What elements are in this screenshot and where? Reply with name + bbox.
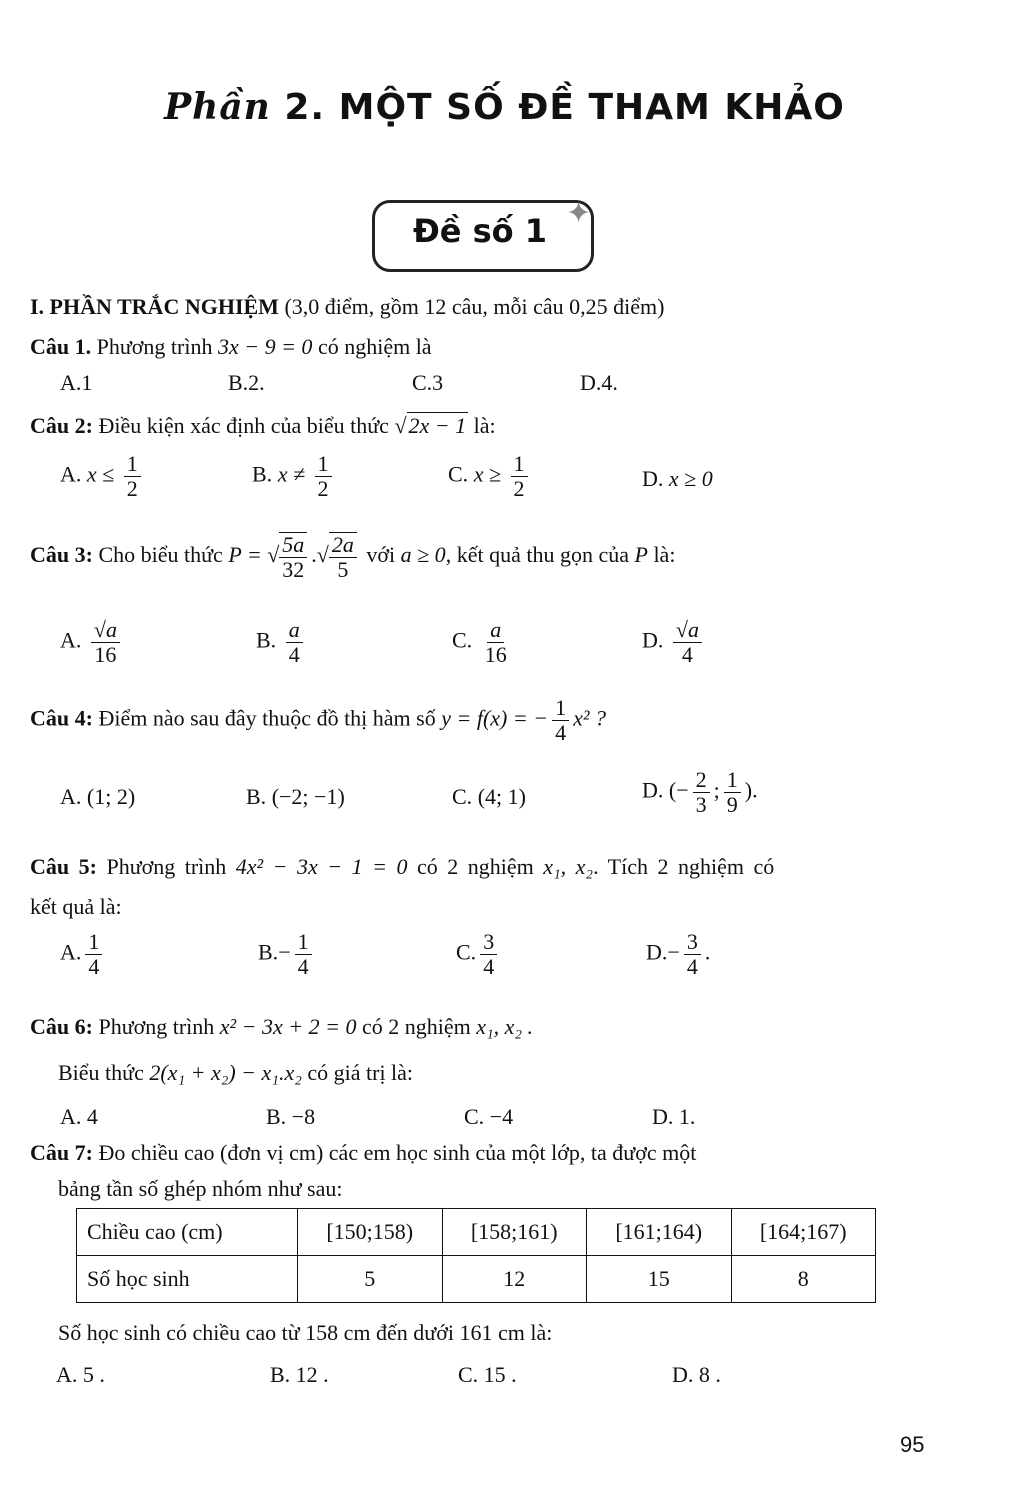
equation: 3x − 9 = 0 <box>217 334 313 359</box>
fraction <box>91 618 120 667</box>
table-row <box>77 1209 876 1256</box>
question-text: . Tích 2 nghiệm có <box>593 854 775 879</box>
question-2 <box>30 412 496 439</box>
question-text: là: <box>473 413 496 438</box>
option-prefix: A. <box>60 939 82 965</box>
option-d: D. 1. <box>652 1104 696 1129</box>
option-prefix: A. <box>60 627 82 653</box>
paren-close: ). <box>744 777 758 803</box>
fraction <box>673 618 702 667</box>
numerator: 2a <box>329 533 357 558</box>
question-5 <box>30 854 774 880</box>
denominator: 16 <box>484 642 507 668</box>
numerator: 1 <box>124 452 141 477</box>
denominator: 4 <box>483 954 495 980</box>
option-a <box>60 618 124 667</box>
option-prefix: C. <box>456 939 477 965</box>
option-b: B.2. <box>228 370 265 395</box>
numerator: 1 <box>85 930 102 955</box>
numerator: a <box>286 618 303 643</box>
option-b <box>246 784 345 810</box>
function: y = f(x) = − <box>441 705 549 731</box>
question-text: Đo chiều cao (đơn vị cm) các em học sinh của một lớp, ta được một <box>98 1140 697 1165</box>
table-cell: [164;167) <box>731 1209 876 1256</box>
fraction <box>480 930 497 979</box>
option-d: D.4. <box>580 370 618 395</box>
option-prefix: D. <box>642 777 664 803</box>
option-d <box>642 618 706 667</box>
numerator: 5a <box>279 533 307 558</box>
option-prefix: B. <box>256 627 277 653</box>
question-1 <box>30 334 432 360</box>
question-7-line-2: bảng tần số ghép nhóm như sau: <box>58 1176 343 1201</box>
table-cell: Chiều cao (cm) <box>77 1209 298 1256</box>
question-text: là: <box>653 542 676 568</box>
question-text: Phương trình <box>106 854 227 879</box>
option-b: B. 12 . <box>270 1362 329 1387</box>
denominator: 4 <box>288 642 300 668</box>
section-label: I. PHẦN TRẮC NGHIỆM <box>30 294 279 319</box>
option-a <box>60 784 135 810</box>
radical-fraction <box>329 532 357 582</box>
numerator: √a <box>91 618 120 643</box>
option-prefix: A. <box>60 461 82 487</box>
table-cell: [158;161) <box>442 1209 587 1256</box>
fraction <box>684 930 701 979</box>
sqrt-sign: √ <box>267 542 280 568</box>
denominator: 2 <box>513 476 525 502</box>
option-c <box>456 930 501 979</box>
question-label: Câu 5: <box>30 854 97 879</box>
question-label: Câu 7: <box>30 1140 93 1165</box>
section-note: (3,0 điểm, gồm 12 câu, mỗi câu 0,25 điểm) <box>284 294 665 319</box>
fraction <box>693 768 710 817</box>
option-c <box>448 452 532 501</box>
denominator: 2 <box>317 476 329 502</box>
option-c: C. −4 <box>464 1104 514 1129</box>
part-title-script: Phần <box>164 86 271 128</box>
numerator: 1 <box>315 452 332 477</box>
question-text: Phương trình <box>98 1014 215 1039</box>
denominator: 5 <box>337 557 349 583</box>
equation: 4x² − 3x − 1 = 0 <box>235 854 408 879</box>
question-label: Câu 2: <box>30 413 93 438</box>
multiply-dot: . <box>311 542 317 568</box>
option-b <box>252 452 336 501</box>
numerator: a <box>487 618 504 643</box>
question-text: Biểu thức <box>58 1060 144 1085</box>
question-label: Câu 1. <box>30 334 92 359</box>
option-d: D. 8 . <box>672 1362 721 1387</box>
option-prefix: B. <box>246 784 267 809</box>
question-label: Câu 6: <box>30 1014 93 1039</box>
option-sign: − <box>667 939 680 965</box>
roots: x₁, x₂ <box>543 854 594 879</box>
option-lhs: x ≠ <box>277 461 306 487</box>
option-d <box>646 930 710 979</box>
denominator: 4 <box>297 954 309 980</box>
option-lhs: x ≤ <box>86 461 115 487</box>
fraction <box>552 696 569 745</box>
question-text: với <box>366 542 396 568</box>
denominator: 32 <box>282 557 305 583</box>
fraction <box>124 452 141 501</box>
denominator: 9 <box>726 792 738 818</box>
function-tail: x² ? <box>573 705 606 731</box>
option-lhs: x ≥ 0 <box>668 466 713 491</box>
numerator: 1 <box>295 930 312 955</box>
table-cell: Số học sinh <box>77 1256 298 1303</box>
option-prefix: B. <box>252 461 273 487</box>
question-3 <box>30 532 675 582</box>
numerator: 3 <box>480 930 497 955</box>
expression: 2(x₁ + x₂) − x₁.x₂ <box>149 1060 302 1085</box>
question-label: Câu 3: <box>30 542 93 568</box>
question-text: Điểm nào sau đây thuộc đồ thị hàm số <box>98 705 436 731</box>
table-cell: [150;158) <box>298 1209 443 1256</box>
question-7-prompt: Số học sinh có chiều cao từ 158 cm đến dưới 161 cm là: <box>58 1320 553 1345</box>
equation: x² − 3x + 2 = 0 <box>219 1014 357 1039</box>
option-prefix: D. <box>642 627 664 653</box>
denominator: 4 <box>681 642 693 668</box>
question-text: có giá trị là: <box>307 1060 414 1085</box>
option-lhs: x ≥ <box>473 461 502 487</box>
option-sign: − <box>278 939 291 965</box>
question-text: Phương trình <box>96 334 213 359</box>
question-text: có 2 nghiệm <box>416 854 534 879</box>
roots: x₁, x₂ . <box>476 1014 534 1039</box>
fraction <box>286 618 303 667</box>
fraction <box>511 452 528 501</box>
fraction <box>315 452 332 501</box>
condition: a ≥ 0 <box>400 542 446 568</box>
option-c: C. 15 . <box>458 1362 517 1387</box>
fraction <box>482 618 510 667</box>
option-c: C.3 <box>412 370 444 395</box>
question-6-line-2 <box>58 1060 413 1086</box>
option-prefix: B. <box>258 939 279 965</box>
table-cell: [161;164) <box>587 1209 732 1256</box>
paren-open: (− <box>668 777 689 803</box>
question-label: Câu 4: <box>30 705 93 731</box>
option-d <box>642 466 713 492</box>
option-value: (1; 2) <box>86 784 136 809</box>
option-b <box>256 618 307 667</box>
question-text: Điều kiện xác định của biểu thức <box>98 413 389 438</box>
numerator: 1 <box>511 452 528 477</box>
option-b: B. −8 <box>266 1104 316 1129</box>
option-prefix: C. <box>448 461 469 487</box>
table-cell: 8 <box>731 1256 876 1303</box>
sqrt-sign: √ <box>316 542 329 568</box>
denominator: 4 <box>686 954 698 980</box>
exam-badge-title: Đề số 1 <box>412 212 548 250</box>
part-title-text: 2. MỘT SỐ ĐỀ THAM KHẢO <box>284 87 845 128</box>
numerator: 1 <box>552 696 569 721</box>
frequency-table <box>76 1208 876 1303</box>
question-text: Cho biểu thức <box>98 542 223 568</box>
part-title <box>0 86 1009 128</box>
question-7 <box>30 1140 696 1166</box>
option-prefix: D. <box>642 466 664 491</box>
denominator: 16 <box>94 642 117 668</box>
page-number: 95 <box>900 1432 925 1457</box>
denominator: 4 <box>88 954 100 980</box>
numerator: 3 <box>684 930 701 955</box>
variable-p: P <box>634 542 648 568</box>
separator: ; <box>713 777 720 803</box>
table-cell: 5 <box>298 1256 443 1303</box>
radical-fraction <box>279 532 307 582</box>
fraction <box>724 768 741 817</box>
denominator: 4 <box>555 720 567 746</box>
option-prefix: A. <box>60 784 82 809</box>
denominator: 3 <box>695 792 707 818</box>
table-row <box>77 1256 876 1303</box>
question-text: có 2 nghiệm <box>361 1014 471 1039</box>
section-heading <box>30 294 664 320</box>
option-d <box>642 768 758 817</box>
option-c <box>452 618 514 667</box>
numerator: 2 <box>693 768 710 793</box>
numerator: 1 <box>724 768 741 793</box>
option-value: (4; 1) <box>477 784 526 809</box>
option-value: (−2; −1) <box>271 784 345 809</box>
option-tail: . <box>704 939 711 965</box>
question-6 <box>30 1014 533 1040</box>
option-a <box>60 930 106 979</box>
question-4 <box>30 696 606 745</box>
numerator: √a <box>673 618 702 643</box>
option-a <box>60 452 145 501</box>
fraction <box>85 930 102 979</box>
option-prefix: C. <box>452 784 473 809</box>
question-text: , kết quả thu gọn của <box>445 542 629 568</box>
option-a: A. 4 <box>60 1104 98 1129</box>
star-icon: ✦ <box>566 197 592 230</box>
option-a: A. 5 . <box>56 1362 105 1387</box>
option-c <box>452 784 526 810</box>
option-b <box>258 930 316 979</box>
table-cell: 15 <box>587 1256 732 1303</box>
option-prefix: C. <box>452 627 473 653</box>
question-text: có nghiệm là <box>317 334 432 359</box>
option-a: A.1 <box>60 370 93 395</box>
radicand: 2x − 1 <box>408 413 467 438</box>
fraction <box>295 930 312 979</box>
option-prefix: D. <box>646 939 668 965</box>
denominator: 2 <box>126 476 138 502</box>
question-5-line-2: kết quả là: <box>30 894 122 919</box>
variable-p: P = <box>228 542 262 568</box>
table-cell: 12 <box>442 1256 587 1303</box>
sqrt-sign: √ <box>394 413 407 438</box>
